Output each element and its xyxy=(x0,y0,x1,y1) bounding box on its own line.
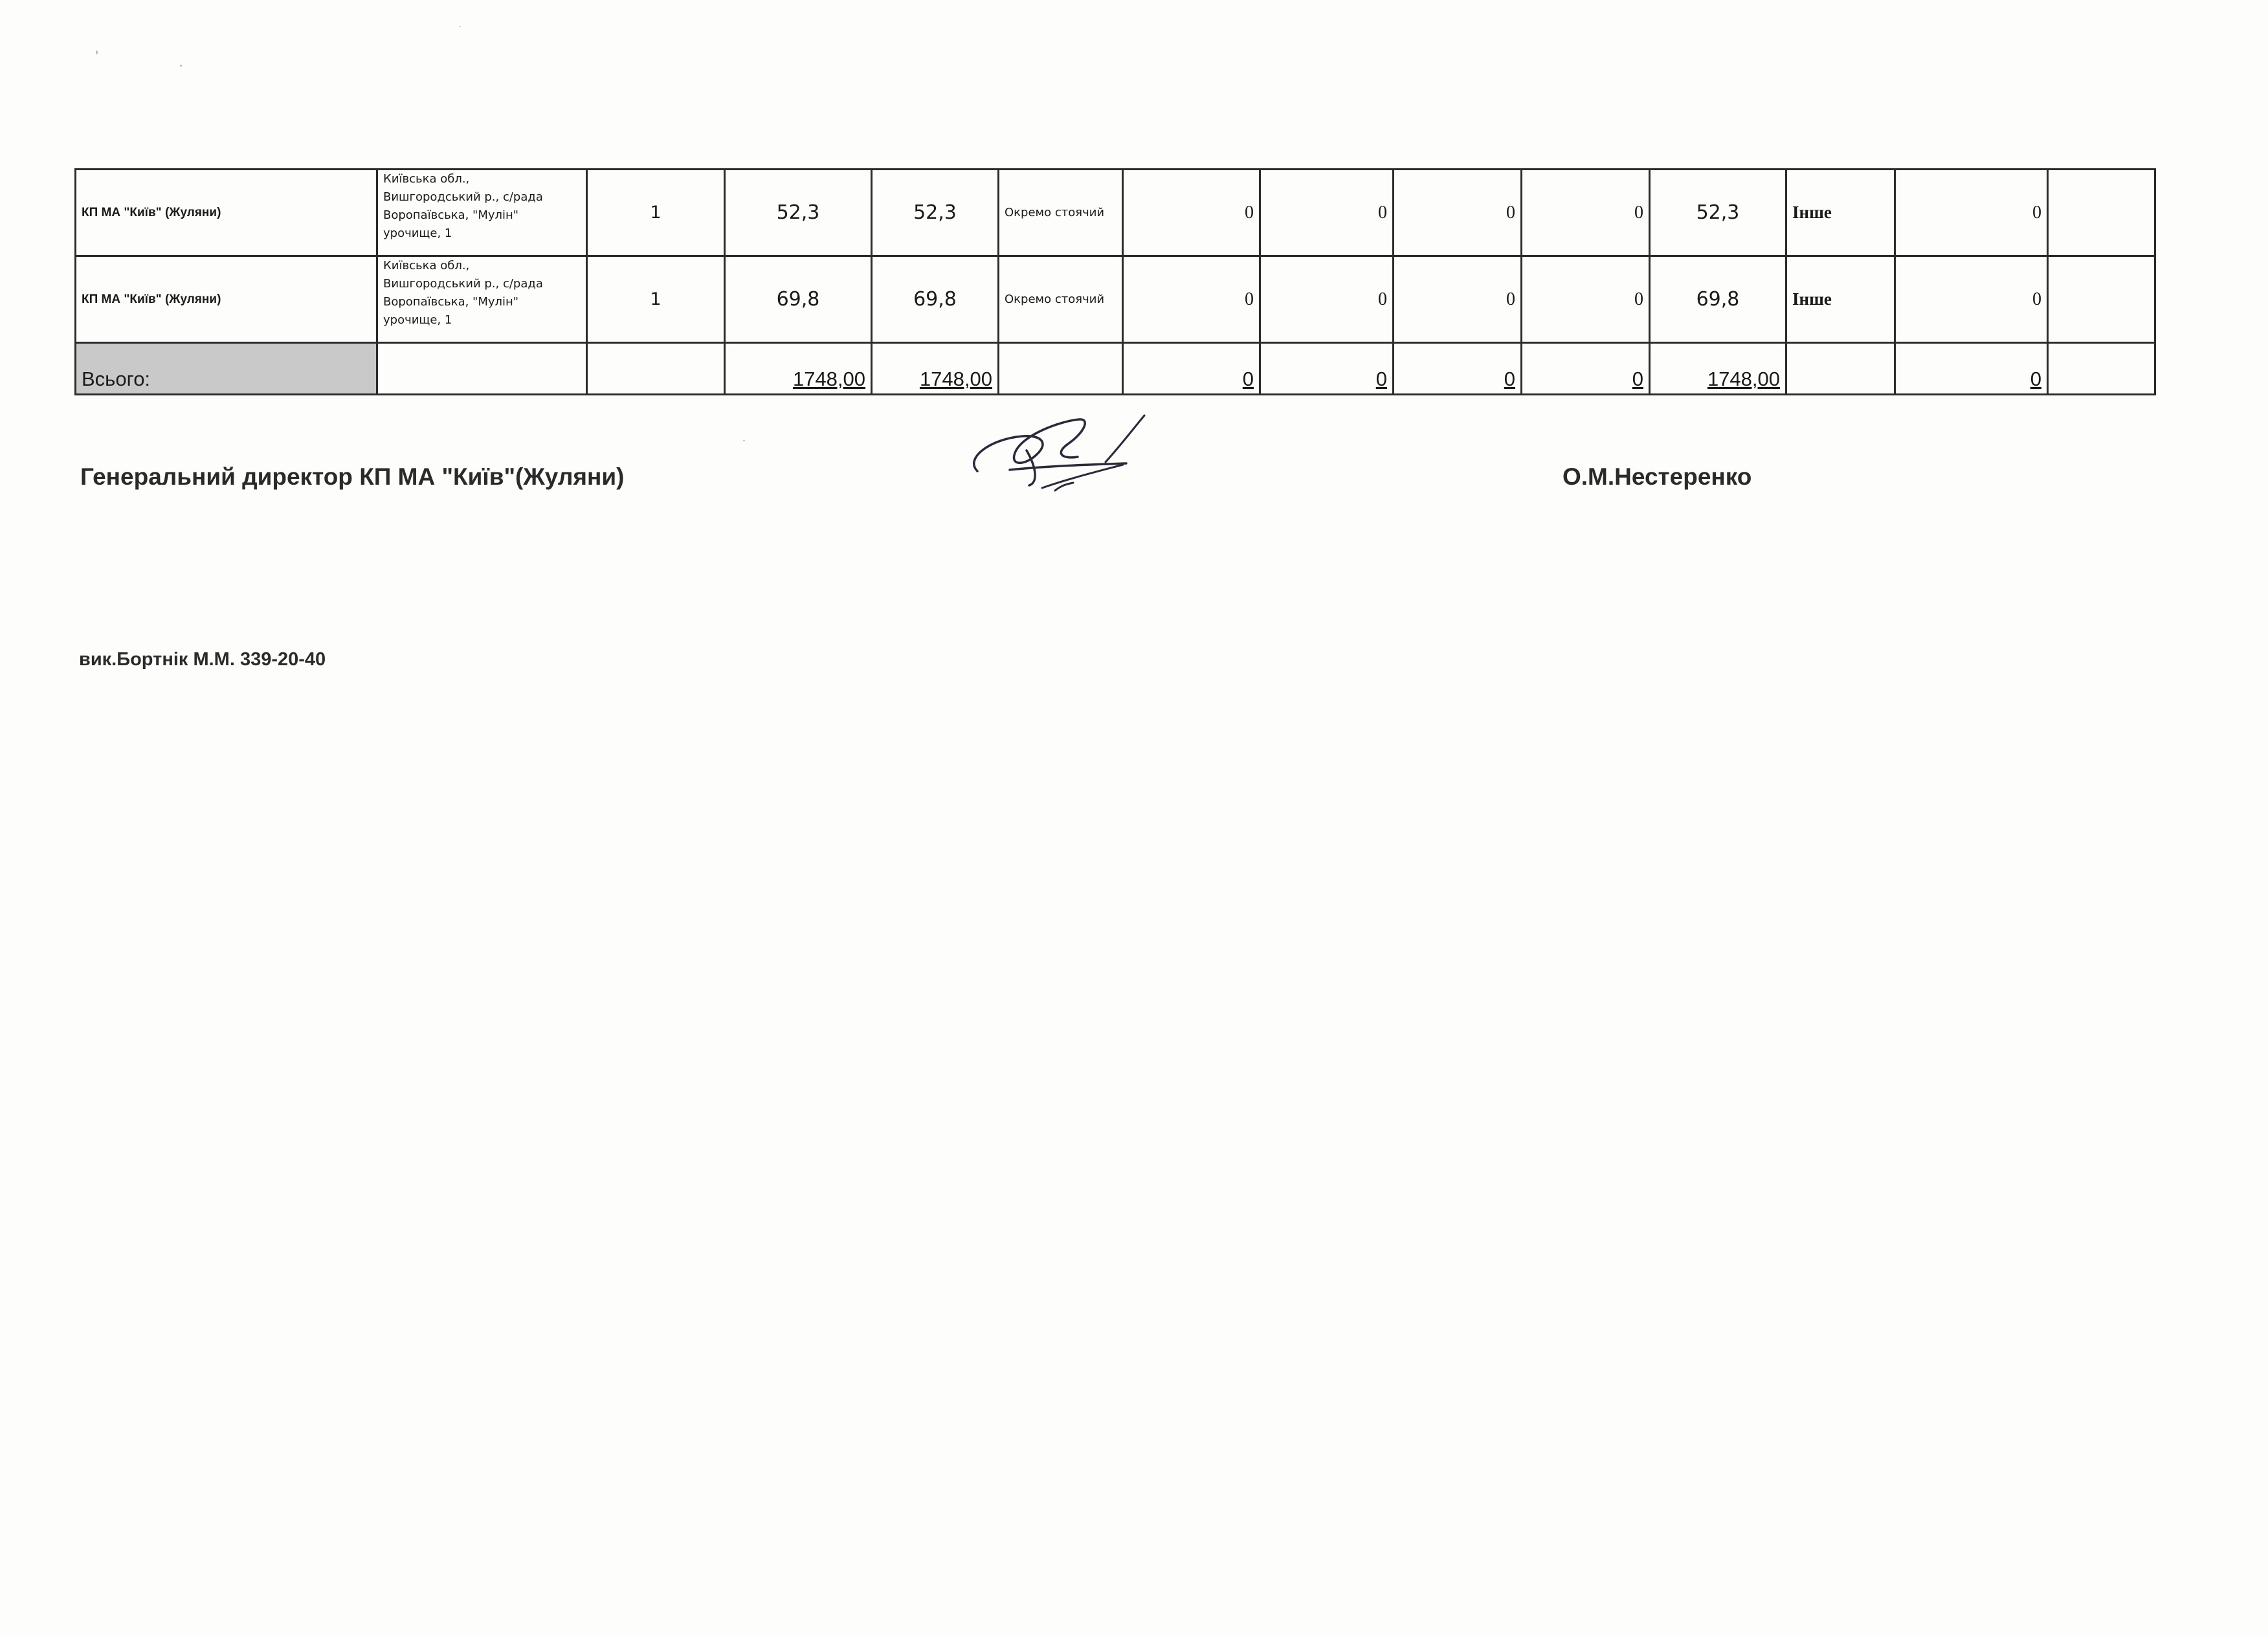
value-cell: 0 xyxy=(1123,256,1260,343)
building-type-cell: Окремо стоячий xyxy=(999,256,1123,343)
total-area-building: 1748,00 xyxy=(872,343,999,395)
total-label: Всього: xyxy=(76,343,377,395)
value-cell: 0 xyxy=(1895,170,2048,256)
value-cell: 0 xyxy=(1522,256,1650,343)
value-cell: 0 xyxy=(1260,170,1394,256)
org-cell: КП МА "Київ" (Жуляни) xyxy=(76,256,377,343)
total-area-free: 1748,00 xyxy=(1650,343,1786,395)
table-row xyxy=(76,170,2155,256)
value-cell: 0 xyxy=(1260,256,1394,343)
table-row xyxy=(76,256,2155,343)
value-cell: 0 xyxy=(1394,170,1522,256)
value-cell: 0 xyxy=(1123,170,1260,256)
address-cell: Київська обл., Вишгородський р., с/рада Воропаївська, "Мулін" урочище, 1 xyxy=(377,256,587,343)
value-cell: 0 xyxy=(1394,256,1522,343)
value-cell: 0 xyxy=(1522,170,1650,256)
count-cell: 1 xyxy=(587,256,725,343)
area-free-cell: 52,3 xyxy=(1650,170,1786,256)
total-row xyxy=(76,343,2155,395)
scan-speck xyxy=(180,65,182,67)
total-value: 0 xyxy=(1123,343,1260,395)
scan-speck xyxy=(460,26,461,27)
count-cell: 1 xyxy=(587,170,725,256)
area-total-cell: 69,8 xyxy=(725,256,872,343)
executor-note: вик.Бортнік М.М. 339-20-40 xyxy=(79,649,326,670)
property-table xyxy=(74,168,2156,395)
signatory-name: О.М.Нестеренко xyxy=(1562,463,1752,490)
total-value: 0 xyxy=(1522,343,1650,395)
org-cell: КП МА "Київ" (Жуляни) xyxy=(76,170,377,256)
scan-speck xyxy=(743,440,745,441)
purpose-cell: Інше xyxy=(1786,170,1895,256)
total-value: 0 xyxy=(1394,343,1522,395)
area-total-cell: 52,3 xyxy=(725,170,872,256)
area-free-cell: 69,8 xyxy=(1650,256,1786,343)
empty-cell xyxy=(587,343,725,395)
purpose-cell: Інше xyxy=(1786,256,1895,343)
signatory-title: Генеральний директор КП МА "Київ"(Жуляни) xyxy=(80,463,625,490)
empty-cell xyxy=(999,343,1123,395)
empty-cell xyxy=(1786,343,1895,395)
empty-cell xyxy=(2048,256,2155,343)
building-type-cell: Окремо стоячий xyxy=(999,170,1123,256)
address-cell: Київська обл., Вишгородський р., с/рада Воропаївська, "Мулін" урочище, 1 xyxy=(377,170,587,256)
empty-cell xyxy=(2048,343,2155,395)
empty-cell xyxy=(2048,170,2155,256)
value-cell: 0 xyxy=(1895,256,2048,343)
handwritten-signature xyxy=(964,408,1159,505)
empty-cell xyxy=(377,343,587,395)
area-building-cell: 52,3 xyxy=(872,170,999,256)
scan-speck xyxy=(96,50,98,54)
total-value: 0 xyxy=(1895,343,2048,395)
total-area-total: 1748,00 xyxy=(725,343,872,395)
total-value: 0 xyxy=(1260,343,1394,395)
area-building-cell: 69,8 xyxy=(872,256,999,343)
